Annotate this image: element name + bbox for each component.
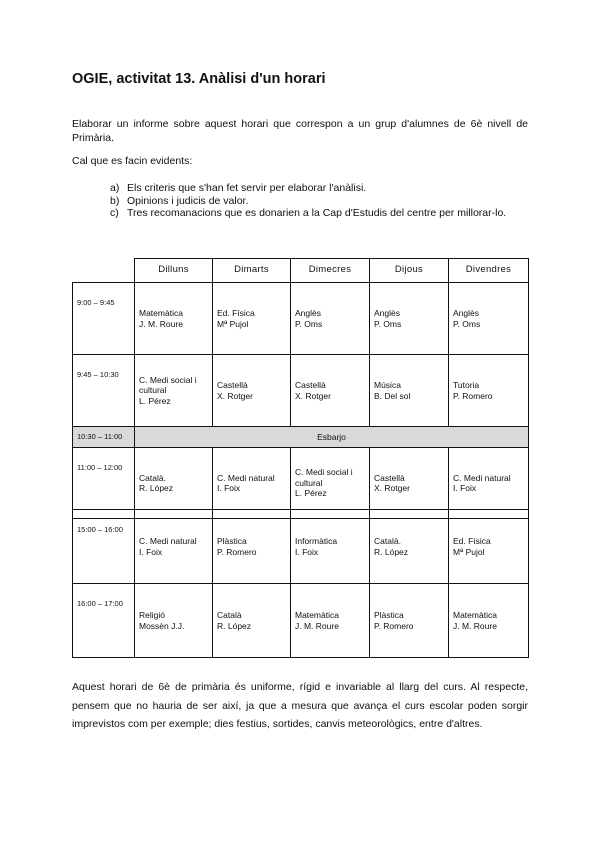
schedule-cell: Religió Mossèn J.J. <box>135 584 213 658</box>
schedule-cell: Català. R. López <box>135 448 213 519</box>
day-header: Divendres <box>449 259 529 283</box>
time-slot: 11:00 – 12:00 <box>73 448 135 519</box>
schedule-cell: C. Medi natural I. Foix <box>449 448 529 519</box>
table-row <box>73 510 529 584</box>
morning-schedule-table <box>72 258 529 519</box>
schedule-cell: C. Medi social i cultural L. Pérez <box>135 355 213 427</box>
schedule-cell: Informàtica I. Foix <box>291 510 370 584</box>
time-slot: 16:00 – 17:00 <box>73 584 135 658</box>
intro-paragraph: Elaborar un informe sobre aquest horari que correspon a un grup d'alumnes de 6è nivell de Primària. <box>72 118 528 144</box>
schedule-cell: C. Medi social i cultural L. Pérez <box>291 448 370 519</box>
document-title: OGIE, activitat 13. Anàlisi d'un horari <box>72 71 326 87</box>
schedule-cell: Plàstica P. Romero <box>370 584 449 658</box>
day-header: Dimecres <box>291 259 370 283</box>
schedule-cell: Castellà X. Rotger <box>370 448 449 519</box>
day-header: Dilluns <box>135 259 213 283</box>
schedule-cell: Música B. Del sol <box>370 355 449 427</box>
day-header: Dijous <box>370 259 449 283</box>
schedule-cell: Anglès P. Oms <box>449 283 529 355</box>
requirements-lead: Cal que es facin evidents: <box>72 155 193 167</box>
table-row <box>73 283 529 355</box>
table-row <box>73 355 529 427</box>
day-header: Dimarts <box>213 259 291 283</box>
table-header-row <box>73 259 529 283</box>
afternoon-schedule-table <box>72 509 529 658</box>
schedule-cell: Matemàtica J. M. Roure <box>449 584 529 658</box>
schedule-cell: Ed. Física Mª Pujol <box>449 510 529 584</box>
schedule-cell: Tutoria P. Romero <box>449 355 529 427</box>
list-item: a) Els criteris que s'han fet servir per elaborar l'anàlisi. <box>110 182 367 194</box>
conclusion-paragraph: Aquest horari de 6è de primària és uniforme, rígid e invariable al llarg del curs. Al respecte, pensem que no hauria de ser així, ja que a mesura que avança el curs escolar poden sorgir imprevistos com per exemple; dies festius, sortides, canvis meteorològics, entre d'altres. <box>72 681 528 730</box>
requirements-list <box>110 182 528 220</box>
table-row <box>73 448 529 519</box>
list-item: c) Tres recomanacions que es donarien a la Cap d'Estudis del centre per millorar-lo. <box>110 207 507 219</box>
schedule-cell: C. Medi natural I. Foix <box>213 448 291 519</box>
time-slot: 9:00 – 9:45 <box>73 283 135 355</box>
time-slot: 15:00 – 16:00 <box>73 510 135 584</box>
schedule-cell: C. Medi natural I. Foix <box>135 510 213 584</box>
schedule-cell: Anglès P. Oms <box>291 283 370 355</box>
break-row <box>73 427 529 448</box>
time-slot: 10:30 – 11:00 <box>73 427 135 448</box>
schedule-cell: Castellà X. Rotger <box>213 355 291 427</box>
break-label: Esbarjo <box>135 427 529 448</box>
table-row <box>73 584 529 658</box>
schedule-cell: Plàstica P. Romero <box>213 510 291 584</box>
schedule-cell: Català R. López <box>213 584 291 658</box>
list-item: b) Opinions i judicis de valor. <box>110 194 249 207</box>
schedule-cell: Matemàtica J. M. Roure <box>135 283 213 355</box>
schedule-cell: Anglès P. Oms <box>370 283 449 355</box>
schedule-cell: Ed. Física Mª Pujol <box>213 283 291 355</box>
schedule-cell: Matemàtica J. M. Roure <box>291 584 370 658</box>
schedule-cell: Castellà X. Rotger <box>291 355 370 427</box>
schedule-cell: Català. R. López <box>370 510 449 584</box>
time-slot: 9:45 – 10:30 <box>73 355 135 427</box>
